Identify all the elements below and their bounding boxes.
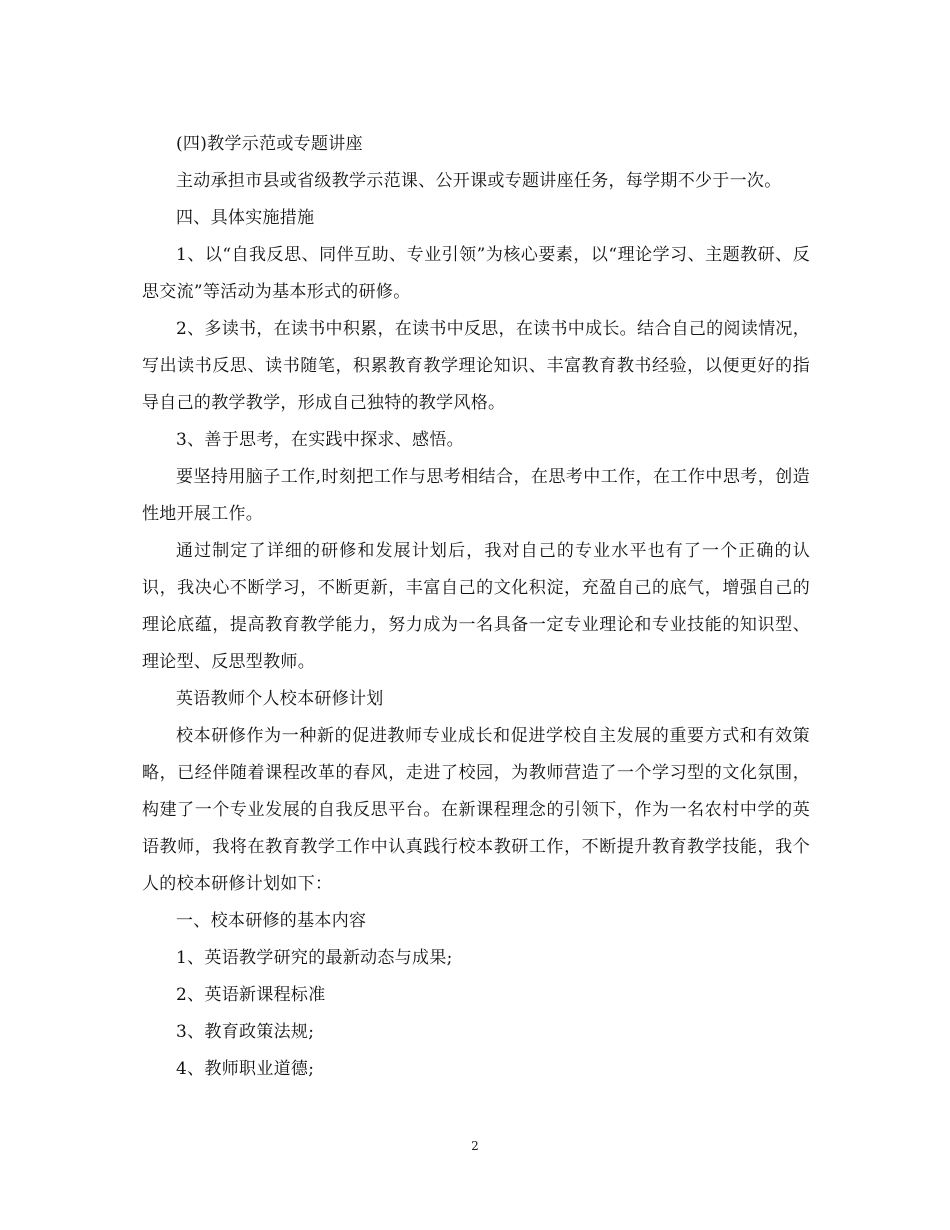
paragraph-intro-school-research: 校本研修作为一种新的促进教师专业成长和促进学校自主发展的重要方式和有效策略，已经伴随着课程改革的春风，走进了校园，为教师营造了一个学习型的文化氛围，构建了一个专业发展的自我反思平台。在新课程理念的引领下，作为一名农村中学的英语教师，我将在教育教学工作中认真践行校本教研工作，不断提升教育教学技能，我个人的校本研修计划如下： bbox=[142, 726, 810, 894]
list-item-1-reflection: 1、以“自我反思、同伴互助、专业引领”为核心要素，以“理论学习、主题教研、反思交流”等活动为基本形式的研修。 bbox=[142, 245, 810, 302]
list-item-2-curriculum-standard: 2、英语新课程标准 bbox=[176, 985, 326, 1005]
paragraph-demo-lesson-task: 主动承担市县或省级教学示范课、公开课或专题讲座任务，每学期不少于一次。 bbox=[176, 171, 782, 191]
list-item-4-teacher-ethics: 4、教师职业道德; bbox=[176, 1059, 315, 1079]
page-number: 2 bbox=[471, 1139, 479, 1153]
list-item-2-reading: 2、多读书，在读书中积累，在读书中反思，在读书中成长。结合自己的阅读情况，写出读书反思、读书随笔，积累教育教学理论知识、丰富教育教书经验，以便更好的指导自己的教学教学，形成自己独特的教学风格。 bbox=[142, 319, 810, 413]
list-item-3-thinking: 3、善于思考，在实践中探求、感悟。 bbox=[176, 430, 464, 450]
section-heading-basic-content: 一、校本研修的基本内容 bbox=[176, 911, 367, 931]
paragraph-work-thinking: 要坚持用脑子工作,时刻把工作与思考相结合，在思考中工作，在工作中思考，创造性地开展工作。 bbox=[142, 467, 810, 524]
subsection-heading-teaching-demo: (四)教学示范或专题讲座 bbox=[176, 134, 363, 154]
paragraph-conclusion: 通过制定了详细的研修和发展计划后，我对自己的专业水平也有了一个正确的认识，我决心不断学习，不断更新，丰富自己的文化积淀，充盈自己的底气，增强自己的理论底蕴，提高教育教学能力，努力成为一名具备一定专业理论和专业技能的知识型、理论型、反思型教师。 bbox=[142, 541, 810, 672]
list-item-1-english-research: 1、英语教学研究的最新动态与成果; bbox=[176, 948, 453, 968]
document-title-english-teacher-plan: 英语教师个人校本研修计划 bbox=[176, 689, 384, 709]
document-body bbox=[142, 126, 810, 1088]
section-heading-implementation: 四、具体实施措施 bbox=[176, 208, 315, 228]
list-item-3-education-policy: 3、教育政策法规; bbox=[176, 1022, 315, 1042]
